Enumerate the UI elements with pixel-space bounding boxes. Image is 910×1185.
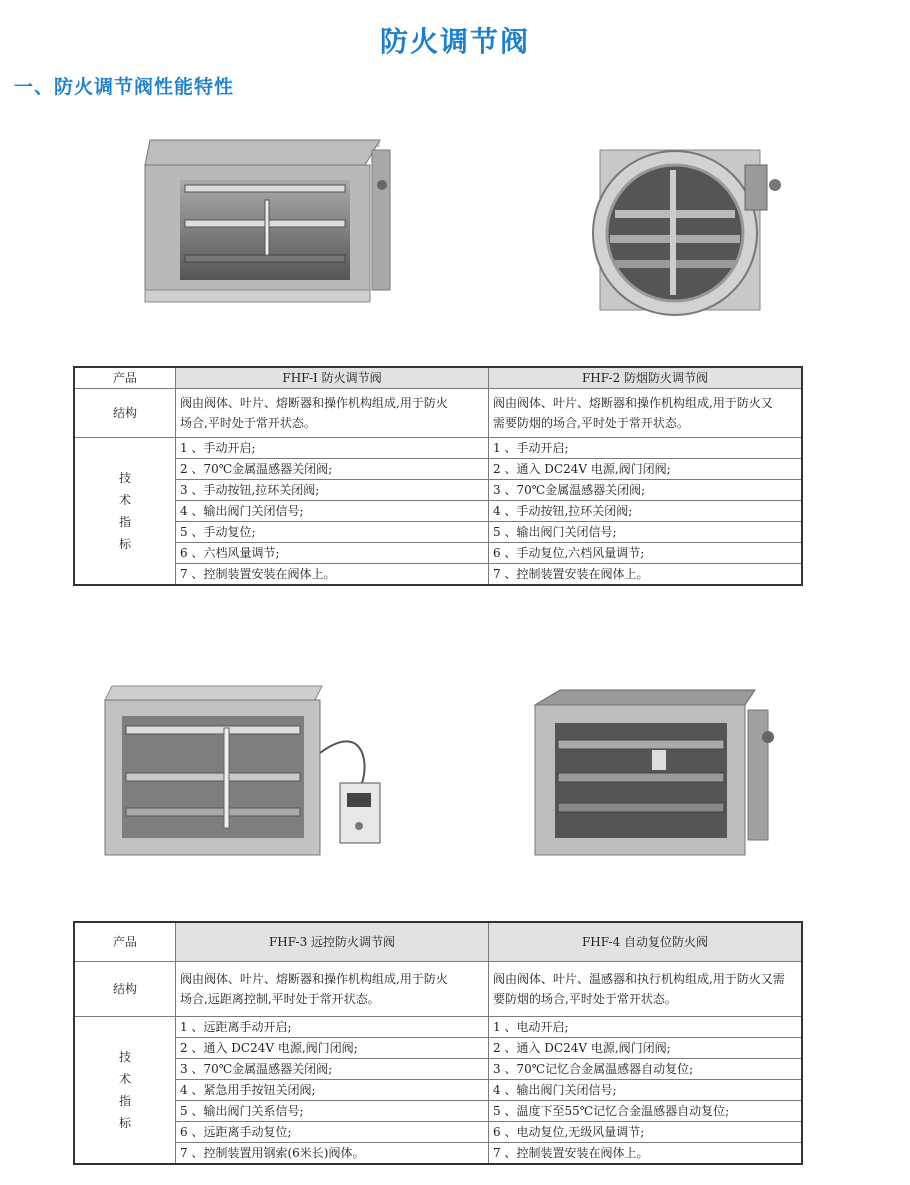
spec-row xyxy=(74,1143,802,1165)
tech-label-char: 技 xyxy=(118,1050,131,1064)
spec-row xyxy=(74,543,802,564)
spec-item-fhf4: 2 、通入 DC24V 电源,阀门闭阀; xyxy=(489,1038,803,1059)
spec-row xyxy=(74,459,802,480)
tech-label-char: 术 xyxy=(118,493,131,507)
tech-spec-label xyxy=(74,438,176,586)
spec-item-fhf3: 2 、通入 DC24V 电源,阀门闭阀; xyxy=(176,1038,489,1059)
structure-fhf1-line1: 阀由阀体、叶片、熔断器和操作机构组成,用于防火 xyxy=(180,396,448,410)
spec-item-fhf1: 1 、手动开启; xyxy=(176,438,489,459)
spec-row xyxy=(74,1038,802,1059)
structure-fhf2-line2: 需要防烟的场合,平时处于常开状态。 xyxy=(493,416,689,430)
structure-fhf3-line1: 阀由阀体、叶片、熔断器和操作机构组成,用于防火 xyxy=(180,972,448,986)
spec-item-fhf2: 6 、手动复位,六档风量调节; xyxy=(489,543,803,564)
spec-table-fhf1-fhf2 xyxy=(73,366,803,586)
spec-item-fhf2: 2 、通入 DC24V 电源,阀门闭阀; xyxy=(489,459,803,480)
spec-item-fhf2: 4 、手动按钮,拉环关闭阀; xyxy=(489,501,803,522)
tech-label-char: 术 xyxy=(118,1072,131,1086)
spec-row xyxy=(74,1101,802,1122)
spec-item-fhf4: 4 、输出阀门关闭信号; xyxy=(489,1080,803,1101)
structure-row xyxy=(74,962,802,1017)
header-label: 产品 xyxy=(74,367,176,389)
fhf3-damper-photo xyxy=(100,678,390,860)
structure-fhf3 xyxy=(176,962,489,1017)
spec-item-fhf3: 6 、远距离手动复位; xyxy=(176,1122,489,1143)
structure-fhf4-line1: 阀由阀体、叶片、温感器和执行机构组成,用于防火又需 xyxy=(493,972,785,986)
product-name-fhf3: FHF-3 远控防火调节阀 xyxy=(176,922,489,962)
tech-label-char: 标 xyxy=(118,1116,131,1130)
product-name-fhf4: FHF-4 自动复位防火阀 xyxy=(489,922,803,962)
spec-item-fhf3: 3 、70℃金属温感器关闭阀; xyxy=(176,1059,489,1080)
section-heading: 一、防火调节阀性能特性 xyxy=(14,76,235,98)
structure-fhf2-line1: 阀由阀体、叶片、熔断器和操作机构组成,用于防火又 xyxy=(493,396,773,410)
spec-item-fhf1: 2 、70℃金属温感器关闭阀; xyxy=(176,459,489,480)
spec-item-fhf4: 5 、温度下至55℃记忆合金温感器自动复位; xyxy=(489,1101,803,1122)
spec-item-fhf3: 1 、远距离手动开启; xyxy=(176,1017,489,1038)
spec-row xyxy=(74,480,802,501)
header-label: 产品 xyxy=(74,922,176,962)
structure-fhf1-line2: 场合,平时处于常开状态。 xyxy=(180,416,316,430)
spec-item-fhf2: 3 、70℃金属温感器关闭阀; xyxy=(489,480,803,501)
spec-item-fhf3: 4 、紧急用手按钮关闭阀; xyxy=(176,1080,489,1101)
spec-row xyxy=(74,438,802,459)
spec-item-fhf4: 6 、电动复位,无级风量调节; xyxy=(489,1122,803,1143)
spec-row xyxy=(74,1059,802,1080)
fhf2-damper-photo xyxy=(580,135,790,320)
structure-fhf2 xyxy=(489,389,803,438)
spec-row xyxy=(74,1017,802,1038)
spec-item-fhf4: 7 、控制装置安装在阀体上。 xyxy=(489,1143,803,1165)
tech-spec-label xyxy=(74,1017,176,1165)
fhf4-damper-photo xyxy=(530,685,785,860)
tech-label-char: 指 xyxy=(118,515,131,529)
tech-label-char: 标 xyxy=(118,537,131,551)
spec-table-fhf3-fhf4 xyxy=(73,921,803,1165)
spec-item-fhf1: 7 、控制装置安装在阀体上。 xyxy=(176,564,489,586)
structure-fhf4-line2: 要防烟的场合,平时处于常开状态。 xyxy=(493,992,677,1006)
spec-row xyxy=(74,564,802,586)
table-header-row xyxy=(74,922,802,962)
structure-label: 结构 xyxy=(74,962,176,1017)
page-title: 防火调节阀 xyxy=(379,25,530,58)
spec-item-fhf4: 1 、电动开启; xyxy=(489,1017,803,1038)
spec-item-fhf2: 7 、控制装置安装在阀体上。 xyxy=(489,564,803,586)
spec-item-fhf2: 1 、手动开启; xyxy=(489,438,803,459)
spec-item-fhf3: 7 、控制装置用钢索(6米长)阀体。 xyxy=(176,1143,489,1165)
product-name-fhf2: FHF-2 防烟防火调节阀 xyxy=(489,367,803,389)
tech-label-char: 技 xyxy=(118,471,131,485)
structure-label: 结构 xyxy=(74,389,176,438)
tech-label-char: 指 xyxy=(118,1094,131,1108)
spec-row xyxy=(74,1122,802,1143)
fhf1-damper-photo xyxy=(140,125,400,310)
table-header-row xyxy=(74,367,802,389)
structure-row xyxy=(74,389,802,438)
spec-item-fhf4: 3 、70℃记忆合金属温感器自动复位; xyxy=(489,1059,803,1080)
structure-fhf4 xyxy=(489,962,803,1017)
spec-item-fhf1: 5 、手动复位; xyxy=(176,522,489,543)
spec-item-fhf2: 5 、输出阀门关闭信号; xyxy=(489,522,803,543)
spec-row xyxy=(74,522,802,543)
spec-item-fhf1: 6 、六档风量调节; xyxy=(176,543,489,564)
spec-row xyxy=(74,1080,802,1101)
spec-row xyxy=(74,501,802,522)
structure-fhf1 xyxy=(176,389,489,438)
product-name-fhf1: FHF-I 防火调节阀 xyxy=(176,367,489,389)
structure-fhf3-line2: 场合,远距离控制,平时处于常开状态。 xyxy=(180,992,380,1006)
spec-item-fhf3: 5 、输出阀门关系信号; xyxy=(176,1101,489,1122)
spec-item-fhf1: 4 、输出阀门关闭信号; xyxy=(176,501,489,522)
spec-item-fhf1: 3 、手动按钮,拉环关闭阀; xyxy=(176,480,489,501)
